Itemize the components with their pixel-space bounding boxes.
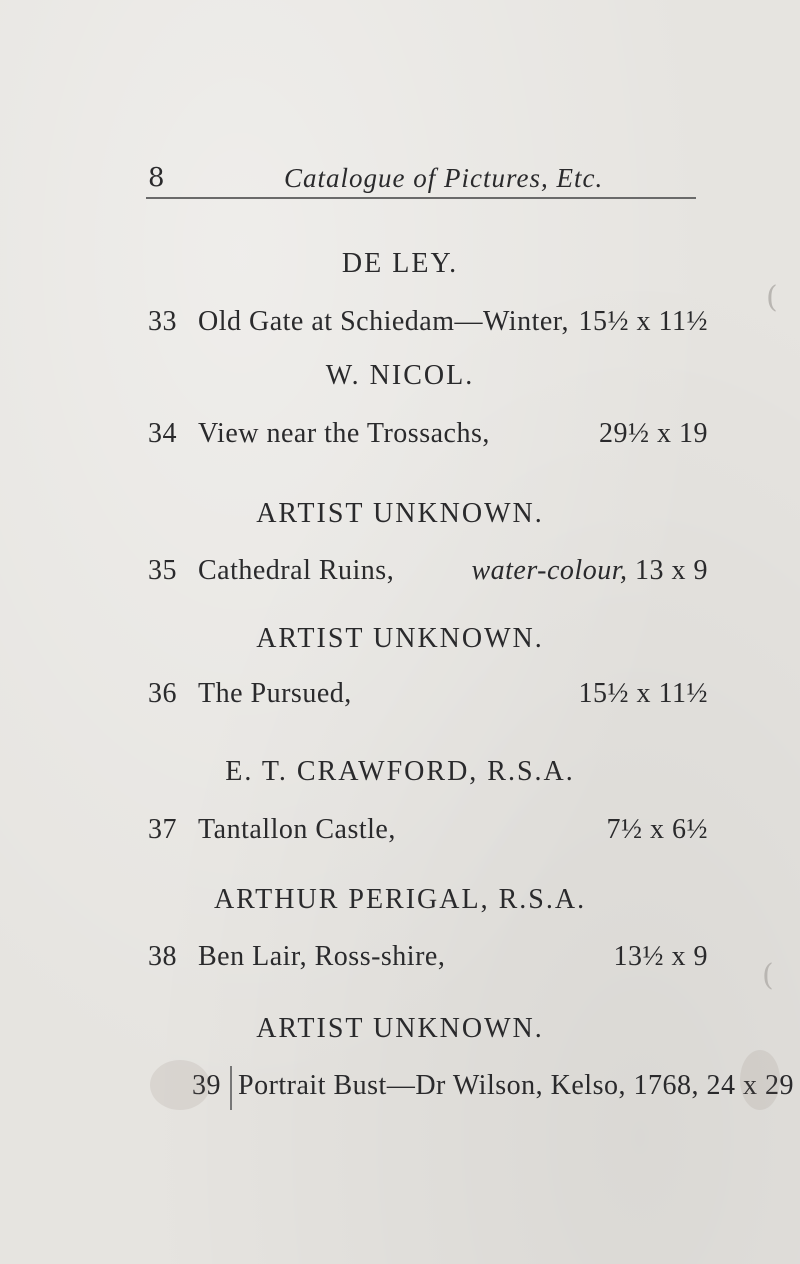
artist-heading: ARTIST UNKNOWN.: [256, 1013, 544, 1044]
artist-heading: ARTHUR PERIGAL, R.S.A.: [213, 884, 587, 915]
catalogue-entry: [148, 555, 708, 591]
entry-number: 37: [148, 814, 177, 845]
entry-title: Ben Lair, Ross-shire,: [198, 941, 446, 972]
artist-heading: W. NICOL.: [325, 360, 475, 391]
entry-dimensions-value: 13 x 9: [635, 555, 708, 586]
entry-title: Cathedral Ruins,: [198, 555, 395, 586]
page-number: 8: [148, 163, 165, 193]
entry-dimensions: 15½ x 11½: [578, 678, 708, 709]
artist-heading: E. T. CRAWFORD, R.S.A.: [225, 756, 575, 787]
entry-dimensions: 7½ x 6½: [606, 814, 708, 845]
entry-title: Old Gate at Schiedam—Winter,: [198, 306, 569, 337]
entry-medium: water-colour,: [471, 555, 628, 586]
catalogue-entry: [148, 418, 708, 454]
entry-number: 35: [148, 555, 177, 586]
artist-heading: ARTIST UNKNOWN.: [256, 623, 544, 654]
artist-heading: DE LEY.: [341, 248, 459, 279]
entry-title: The Pursued,: [198, 678, 352, 709]
entry-title: Tantallon Castle,: [198, 814, 396, 845]
catalogue-entry: [148, 941, 708, 977]
running-head: Catalogue of Pictures, Etc.: [284, 163, 604, 193]
entry-dimensions: 13½ x 9: [613, 941, 708, 972]
entry-number: 38: [148, 941, 177, 972]
paper-stain: [740, 1050, 780, 1110]
entry-dimensions: [471, 555, 708, 587]
entry-title: View near the Trossachs,: [198, 418, 490, 449]
entry-number: 33: [148, 306, 177, 337]
paper-stain: [150, 1060, 210, 1110]
entry-dimensions: 29½ x 19: [599, 418, 708, 449]
entry-number: 36: [148, 678, 177, 709]
entry-dimensions: 15½ x 11½: [578, 306, 708, 337]
entry-number: 39: [192, 1070, 221, 1101]
entry-number: 34: [148, 418, 177, 449]
pencil-mark: (: [766, 280, 778, 315]
catalogue-entry: [148, 678, 708, 714]
catalogue-entry: [148, 814, 708, 850]
margin-bracket: [230, 1066, 232, 1110]
catalogue-entry: [148, 306, 708, 342]
catalogue-entry: [192, 1070, 794, 1106]
entry-title: Portrait Bust—Dr Wilson, Kelso, 1768, 24 x 29: [238, 1070, 794, 1101]
artist-heading: ARTIST UNKNOWN.: [256, 498, 544, 529]
pencil-mark: (: [762, 958, 774, 993]
header-rule: [146, 197, 696, 199]
